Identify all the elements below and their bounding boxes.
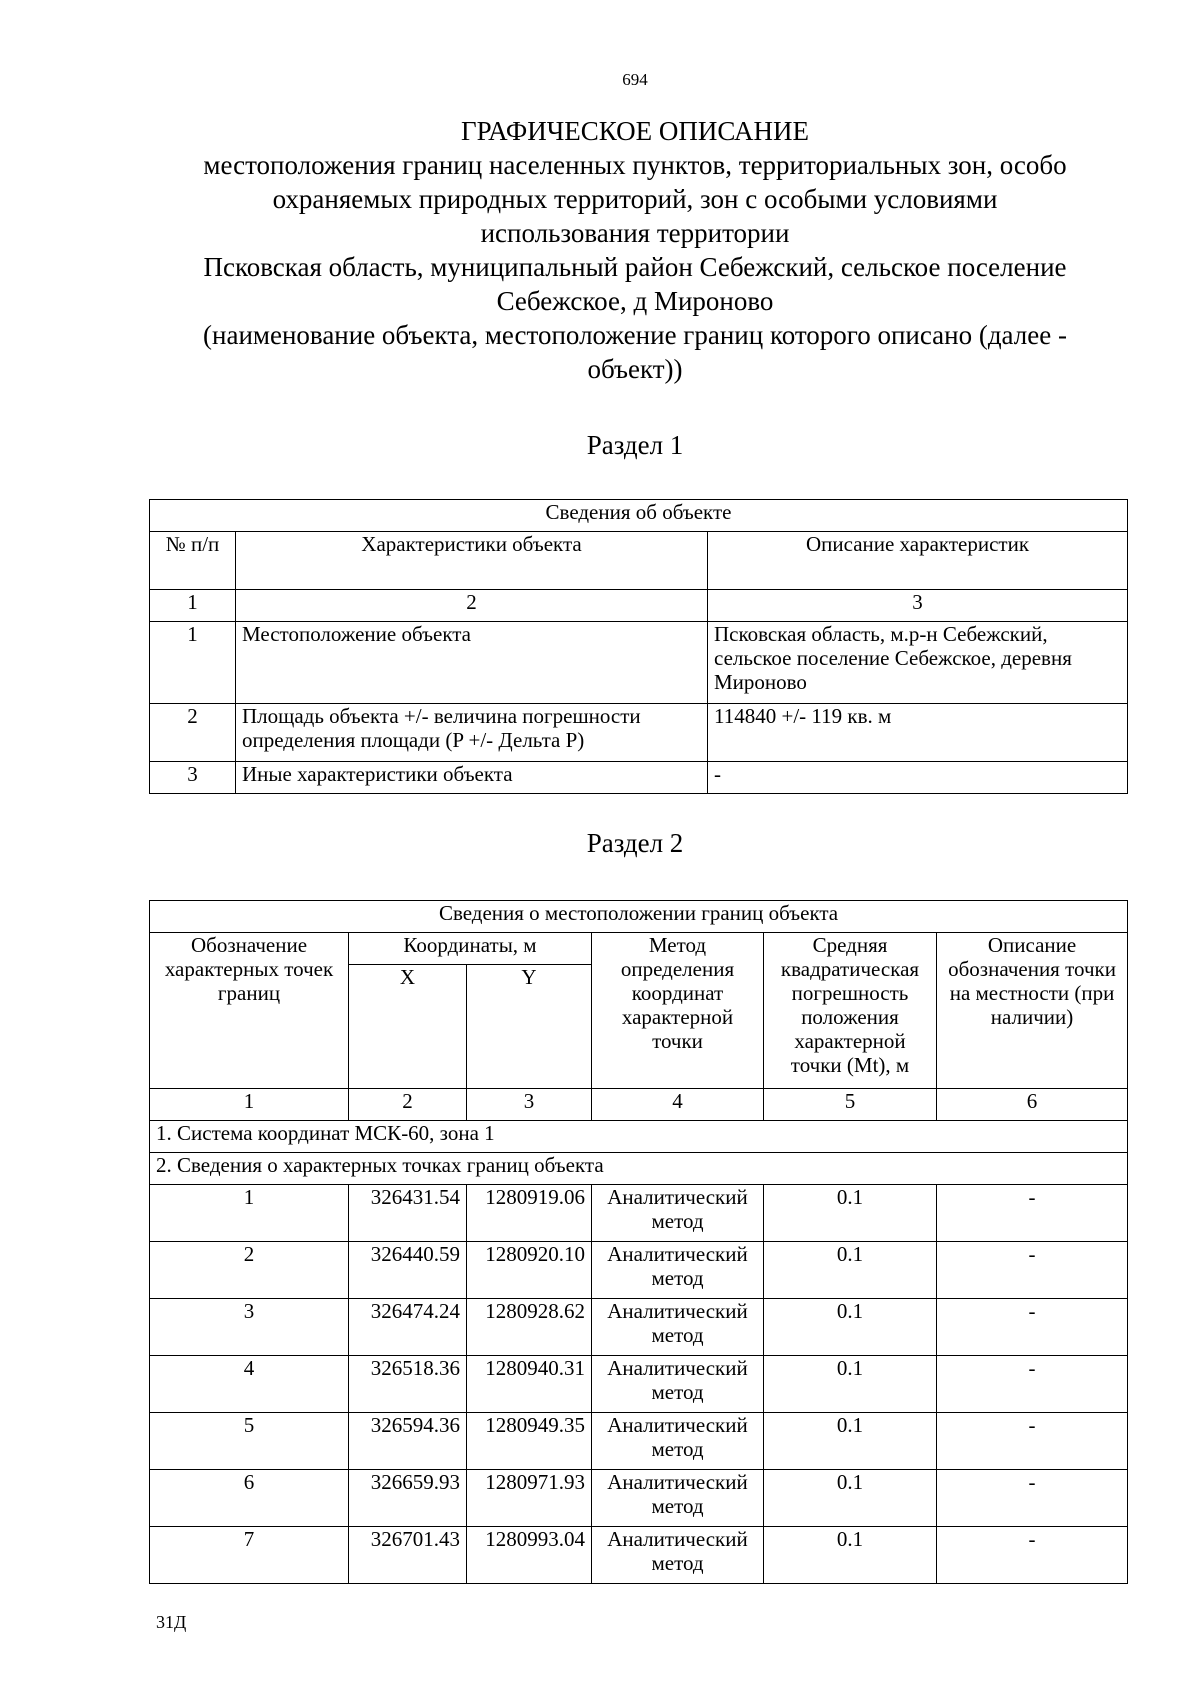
point-y: 1280928.62: [467, 1299, 592, 1356]
table-row: [150, 1470, 1128, 1527]
row-number: 3: [150, 762, 236, 794]
points-caption-row: 2. Сведения о характерных точках границ объекта: [150, 1153, 1128, 1185]
point-mt: 0.1: [764, 1413, 937, 1470]
point-mt: 0.1: [764, 1185, 937, 1242]
row-number: 1: [150, 622, 236, 704]
col-header-desc: Описание обозначения точки на местности (при наличии): [937, 933, 1128, 1089]
page-number: 694: [622, 70, 648, 89]
point-id: 6: [150, 1470, 349, 1527]
col-header-error: Средняя квадратическая погрешность положения характерной точки (Mt), м: [764, 933, 937, 1089]
col-number: 1: [150, 1089, 349, 1121]
point-x: 326440.59: [349, 1242, 467, 1299]
point-desc: -: [937, 1413, 1128, 1470]
point-mt: 0.1: [764, 1470, 937, 1527]
point-id: 7: [150, 1527, 349, 1584]
col-number: 3: [708, 590, 1128, 622]
point-y: 1280971.93: [467, 1470, 592, 1527]
col-header-x: X: [349, 965, 467, 1089]
point-x: 326594.36: [349, 1413, 467, 1470]
row-characteristic: Иные характеристики объекта: [236, 762, 708, 794]
coord-system-row: 1. Система координат МСК-60, зона 1: [150, 1121, 1128, 1153]
col-header-description: Описание характеристик: [708, 532, 1128, 590]
point-mt: 0.1: [764, 1527, 937, 1584]
point-method: Аналитический метод: [592, 1299, 764, 1356]
table-row: [150, 762, 1128, 794]
row-characteristic: Площадь объекта +/- величина погрешности определения площади (P +/- Дельта P): [236, 704, 708, 762]
point-method: Аналитический метод: [592, 1185, 764, 1242]
table-caption: Сведения об объекте: [150, 500, 1128, 532]
object-info-table: [149, 499, 1128, 794]
point-y: 1280993.04: [467, 1527, 592, 1584]
point-x: 326431.54: [349, 1185, 467, 1242]
row-number: 2: [150, 704, 236, 762]
point-id: 5: [150, 1413, 349, 1470]
header-line: местоположения границ населенных пунктов, территориальных зон, особо: [203, 150, 1067, 180]
point-desc: -: [937, 1185, 1128, 1242]
row-characteristic: Местоположение объекта: [236, 622, 708, 704]
col-number: 2: [236, 590, 708, 622]
table-row: [150, 1185, 1128, 1242]
point-x: 326659.93: [349, 1470, 467, 1527]
point-id: 2: [150, 1242, 349, 1299]
point-method: Аналитический метод: [592, 1527, 764, 1584]
col-number: 2: [349, 1089, 467, 1121]
table-row: [150, 1299, 1128, 1356]
point-x: 326474.24: [349, 1299, 467, 1356]
header-line: объект)): [587, 354, 683, 384]
point-id: 4: [150, 1356, 349, 1413]
point-y: 1280920.10: [467, 1242, 592, 1299]
table-row: [150, 1242, 1128, 1299]
point-id: 1: [150, 1185, 349, 1242]
point-desc: -: [937, 1470, 1128, 1527]
point-method: Аналитический метод: [592, 1413, 764, 1470]
row-value: Псковская область, м.р-н Себежский, сельское поселение Себежское, деревня Мироново: [708, 622, 1128, 704]
row-value: 114840 +/- 119 кв. м: [708, 704, 1128, 762]
point-method: Аналитический метод: [592, 1356, 764, 1413]
point-x: 326701.43: [349, 1527, 467, 1584]
col-header-characteristic: Характеристики объекта: [236, 532, 708, 590]
col-header-number: № п/п: [150, 532, 236, 590]
document-title: ГРАФИЧЕСКОЕ ОПИСАНИЕ: [460, 116, 810, 146]
boundary-points-table: [149, 900, 1128, 1584]
point-desc: -: [937, 1299, 1128, 1356]
page-footer-code: 31Д: [156, 1612, 187, 1632]
document-header: [145, 114, 1125, 386]
header-line: охраняемых природных территорий, зон с особыми условиями: [272, 184, 998, 214]
point-mt: 0.1: [764, 1242, 937, 1299]
col-header-y: Y: [467, 965, 592, 1089]
table-row: [150, 622, 1128, 704]
point-y: 1280919.06: [467, 1185, 592, 1242]
col-header-method: Метод определения координат характерной точки: [592, 933, 764, 1089]
header-line: Псковская область, муниципальный район Себежский, сельское поселение: [203, 252, 1067, 282]
table-caption: Сведения о местоположении границ объекта: [150, 901, 1128, 933]
point-method: Аналитический метод: [592, 1470, 764, 1527]
header-line: Себежское, д Мироново: [496, 286, 774, 316]
col-number: 6: [937, 1089, 1128, 1121]
col-number: 4: [592, 1089, 764, 1121]
col-header-coords: Координаты, м: [349, 933, 592, 965]
section-2-title: Раздел 2: [586, 828, 684, 858]
point-id: 3: [150, 1299, 349, 1356]
col-number: 5: [764, 1089, 937, 1121]
table-row: [150, 1356, 1128, 1413]
table-row: [150, 1413, 1128, 1470]
point-y: 1280940.31: [467, 1356, 592, 1413]
table-row: [150, 1527, 1128, 1584]
point-desc: -: [937, 1356, 1128, 1413]
point-method: Аналитический метод: [592, 1242, 764, 1299]
col-number: 3: [467, 1089, 592, 1121]
col-number: 1: [150, 590, 236, 622]
header-line: (наименование объекта, местоположение границ которого описано (далее -: [203, 320, 1067, 350]
header-line: использования территории: [480, 218, 790, 248]
section-1-title: Раздел 1: [586, 430, 684, 460]
point-x: 326518.36: [349, 1356, 467, 1413]
point-mt: 0.1: [764, 1299, 937, 1356]
row-value: -: [708, 762, 1128, 794]
point-desc: -: [937, 1242, 1128, 1299]
point-mt: 0.1: [764, 1356, 937, 1413]
col-header-point: Обозначение характерных точек границ: [150, 933, 349, 1089]
table-row: [150, 704, 1128, 762]
point-y: 1280949.35: [467, 1413, 592, 1470]
point-desc: -: [937, 1527, 1128, 1584]
